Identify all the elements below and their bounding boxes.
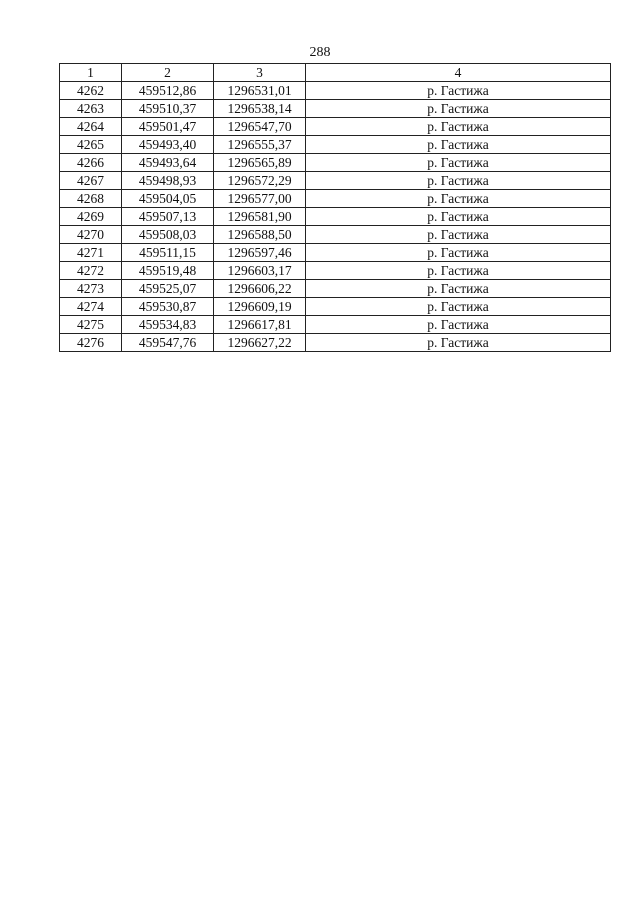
page-number: 288 (309, 45, 331, 60)
point-number-cell: 4270 (60, 226, 122, 244)
y-coordinate-cell: 1296555,37 (214, 136, 306, 154)
point-number-cell: 4263 (60, 100, 122, 118)
description-cell: р. Гастижа (306, 298, 611, 316)
x-coordinate-cell: 459511,15 (122, 244, 214, 262)
column-header-description: 4 (306, 64, 611, 82)
x-coordinate-cell: 459498,93 (122, 172, 214, 190)
point-number-cell: 4274 (60, 298, 122, 316)
y-coordinate-cell: 1296577,00 (214, 190, 306, 208)
column-header-x: 2 (122, 64, 214, 82)
x-coordinate-cell: 459512,86 (122, 82, 214, 100)
table-row (60, 154, 611, 172)
y-coordinate-cell: 1296538,14 (214, 100, 306, 118)
y-coordinate-cell: 1296588,50 (214, 226, 306, 244)
y-coordinate-cell: 1296531,01 (214, 82, 306, 100)
description-cell: р. Гастижа (306, 190, 611, 208)
x-coordinate-cell: 459519,48 (122, 262, 214, 280)
point-number-cell: 4271 (60, 244, 122, 262)
description-cell: р. Гастижа (306, 100, 611, 118)
point-number-cell: 4276 (60, 334, 122, 352)
y-coordinate-cell: 1296572,29 (214, 172, 306, 190)
table-row (60, 82, 611, 100)
description-cell: р. Гастижа (306, 136, 611, 154)
y-coordinate-cell: 1296581,90 (214, 208, 306, 226)
x-coordinate-cell: 459525,07 (122, 280, 214, 298)
table-row (60, 100, 611, 118)
description-cell: р. Гастижа (306, 316, 611, 334)
table-row (60, 118, 611, 136)
point-number-cell: 4275 (60, 316, 122, 334)
x-coordinate-cell: 459493,40 (122, 136, 214, 154)
x-coordinate-cell: 459501,47 (122, 118, 214, 136)
x-coordinate-cell: 459504,05 (122, 190, 214, 208)
point-number-cell: 4273 (60, 280, 122, 298)
x-coordinate-cell: 459534,83 (122, 316, 214, 334)
point-number-cell: 4265 (60, 136, 122, 154)
point-number-cell: 4272 (60, 262, 122, 280)
description-cell: р. Гастижа (306, 154, 611, 172)
point-number-cell: 4268 (60, 190, 122, 208)
table-row (60, 334, 611, 352)
point-number-cell: 4262 (60, 82, 122, 100)
description-cell: р. Гастижа (306, 118, 611, 136)
coordinates-table (59, 63, 611, 352)
point-number-cell: 4269 (60, 208, 122, 226)
y-coordinate-cell: 1296627,22 (214, 334, 306, 352)
description-cell: р. Гастижа (306, 280, 611, 298)
description-cell: р. Гастижа (306, 334, 611, 352)
x-coordinate-cell: 459510,37 (122, 100, 214, 118)
point-number-cell: 4267 (60, 172, 122, 190)
table-row (60, 298, 611, 316)
y-coordinate-cell: 1296597,46 (214, 244, 306, 262)
table-row (60, 208, 611, 226)
x-coordinate-cell: 459530,87 (122, 298, 214, 316)
y-coordinate-cell: 1296547,70 (214, 118, 306, 136)
y-coordinate-cell: 1296606,22 (214, 280, 306, 298)
point-number-cell: 4266 (60, 154, 122, 172)
table-row (60, 244, 611, 262)
description-cell: р. Гастижа (306, 208, 611, 226)
table-header-row (60, 64, 611, 82)
description-cell: р. Гастижа (306, 226, 611, 244)
y-coordinate-cell: 1296617,81 (214, 316, 306, 334)
table-row (60, 316, 611, 334)
table-row (60, 262, 611, 280)
table-row (60, 190, 611, 208)
x-coordinate-cell: 459508,03 (122, 226, 214, 244)
x-coordinate-cell: 459547,76 (122, 334, 214, 352)
description-cell: р. Гастижа (306, 244, 611, 262)
x-coordinate-cell: 459507,13 (122, 208, 214, 226)
y-coordinate-cell: 1296603,17 (214, 262, 306, 280)
table-row (60, 226, 611, 244)
table-row (60, 136, 611, 154)
y-coordinate-cell: 1296609,19 (214, 298, 306, 316)
table-body (60, 82, 611, 352)
description-cell: р. Гастижа (306, 262, 611, 280)
column-header-y: 3 (214, 64, 306, 82)
table-row (60, 172, 611, 190)
point-number-cell: 4264 (60, 118, 122, 136)
x-coordinate-cell: 459493,64 (122, 154, 214, 172)
description-cell: р. Гастижа (306, 172, 611, 190)
y-coordinate-cell: 1296565,89 (214, 154, 306, 172)
description-cell: р. Гастижа (306, 82, 611, 100)
table-row (60, 280, 611, 298)
column-header-point-number: 1 (60, 64, 122, 82)
